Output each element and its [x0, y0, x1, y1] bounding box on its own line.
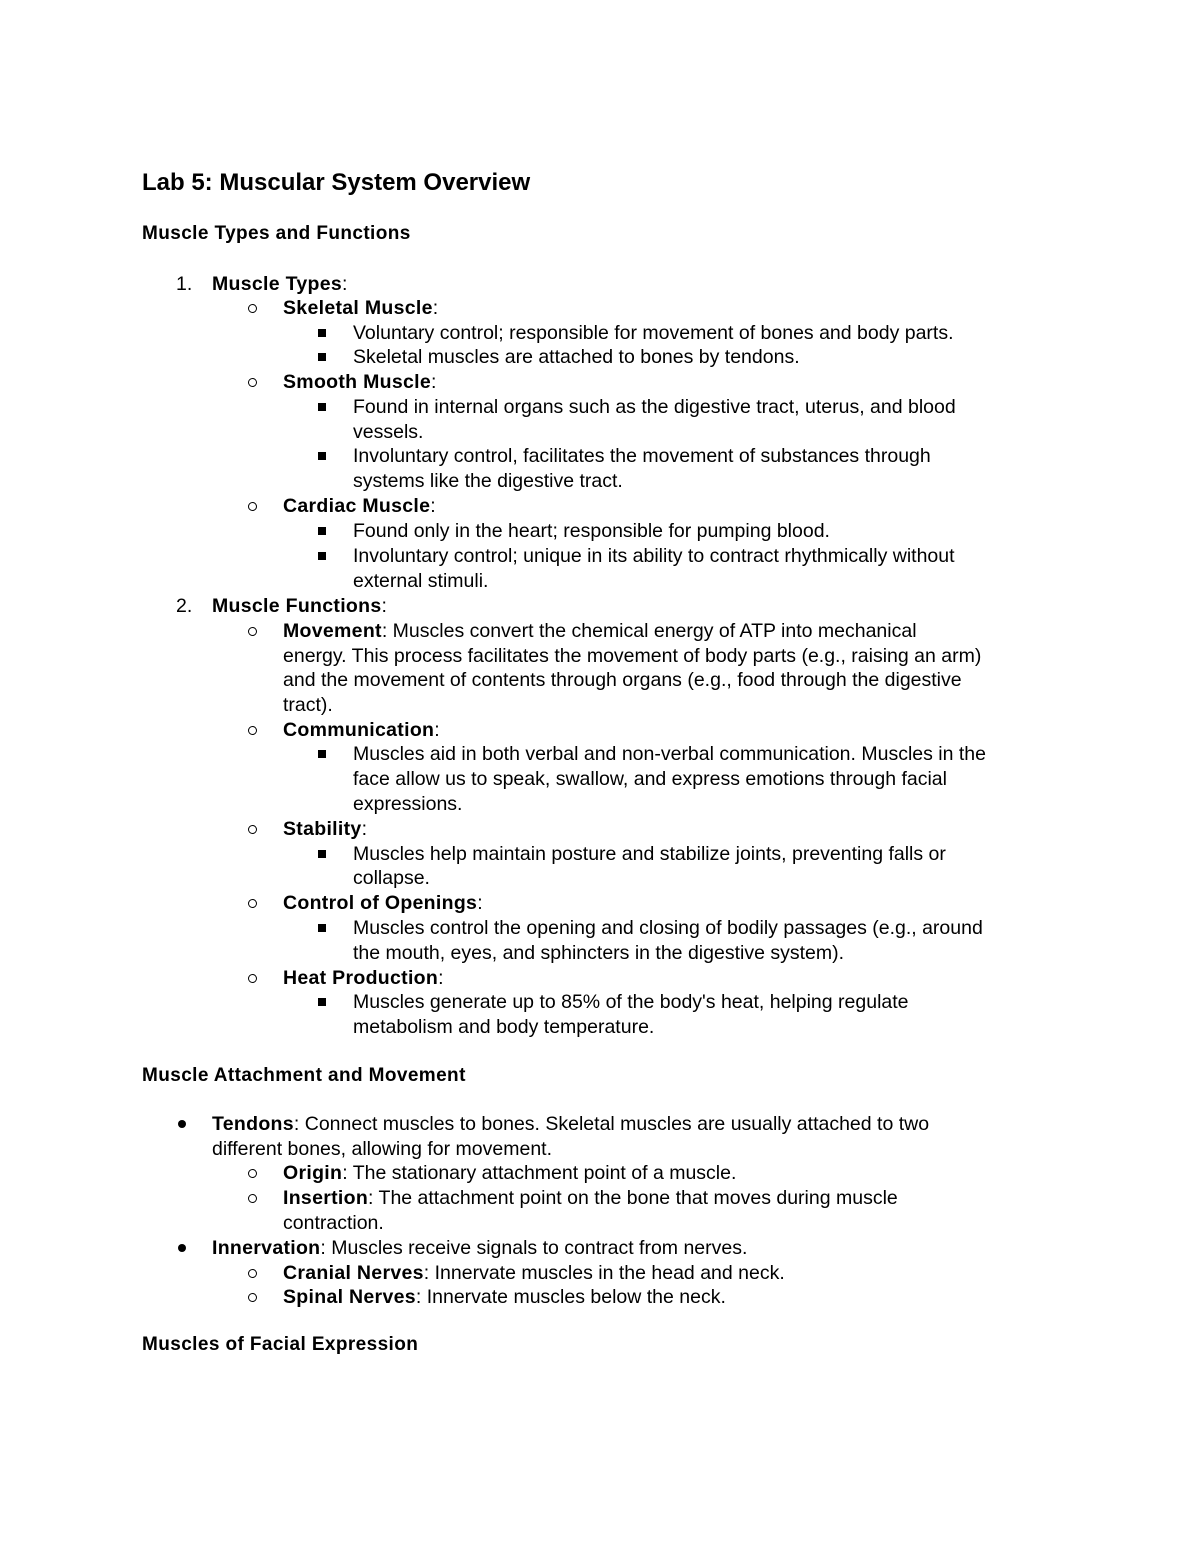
item-label: Heat Production: [283, 967, 439, 989]
item-label: Innervation: [212, 1237, 321, 1259]
list-number: 2.: [176, 595, 193, 617]
square-bullet-icon: [318, 527, 326, 535]
colon: :: [361, 818, 367, 840]
list-item-text: collapse.: [353, 867, 430, 889]
list-item-text: different bones, allowing for movement.: [212, 1138, 552, 1160]
item-text: : Innervate muscles below the neck.: [415, 1286, 726, 1308]
list-item-text: systems like the digestive tract.: [353, 470, 623, 492]
hollow-bullet-icon: [248, 1293, 257, 1302]
list-item-muscle-types: [212, 272, 347, 296]
list-item-text: Voluntary control; responsible for movement of bones and body parts.: [353, 322, 954, 344]
square-bullet-icon: [318, 329, 326, 337]
item-label: Communication: [283, 719, 435, 741]
square-bullet-icon: [318, 850, 326, 858]
list-item-communication: [283, 718, 440, 742]
list-item-text: and the movement of contents through organs (e.g., food through the digestive: [283, 669, 962, 691]
list-item-text: Muscles control the opening and closing of bodily passages (e.g., around: [353, 917, 983, 939]
list-item-text: Found only in the heart; responsible for pumping blood.: [353, 520, 830, 542]
list-item-origin: [283, 1161, 736, 1185]
hollow-bullet-icon: [248, 1194, 257, 1203]
list-item-movement: [283, 619, 917, 643]
hollow-bullet-icon: [248, 726, 257, 735]
list-item-insertion: [283, 1186, 898, 1210]
colon: :: [381, 595, 387, 617]
list-item-text: Muscles aid in both verbal and non-verbal communication. Muscles in the: [353, 743, 986, 765]
hollow-bullet-icon: [248, 825, 257, 834]
list-number: 1.: [176, 273, 193, 295]
list-item-cardiac-muscle: [283, 494, 436, 518]
square-bullet-icon: [318, 452, 326, 460]
hollow-bullet-icon: [248, 304, 257, 313]
colon: :: [438, 967, 444, 989]
item-label: Tendons: [212, 1113, 294, 1135]
item-text: : Muscles receive signals to contract from nerves.: [320, 1237, 748, 1259]
item-label: Smooth Muscle: [283, 371, 431, 393]
item-label: Origin: [283, 1162, 343, 1184]
colon: :: [477, 892, 483, 914]
item-label: Cranial Nerves: [283, 1262, 424, 1284]
section-heading-facial-expression: Muscles of Facial Expression: [142, 1334, 419, 1355]
square-bullet-icon: [318, 552, 326, 560]
list-item-smooth-muscle: [283, 370, 436, 394]
list-item-spinal-nerves: [283, 1285, 726, 1309]
colon: :: [434, 719, 440, 741]
item-text: : The attachment point on the bone that moves during muscle: [368, 1187, 898, 1209]
list-item-innervation: [212, 1236, 747, 1260]
item-label: Stability: [283, 818, 362, 840]
list-item-text: Involuntary control, facilitates the movement of substances through: [353, 445, 931, 467]
list-item-text: vessels.: [353, 421, 424, 443]
item-label: Muscle Functions: [212, 595, 382, 617]
square-bullet-icon: [318, 403, 326, 411]
list-item-text: Muscles generate up to 85% of the body's heat, helping regulate: [353, 991, 909, 1013]
hollow-bullet-icon: [248, 378, 257, 387]
list-item-tendons: [212, 1112, 929, 1136]
item-text: : Innervate muscles in the head and neck.: [423, 1262, 785, 1284]
list-item-text: metabolism and body temperature.: [353, 1016, 655, 1038]
list-item-cranial-nerves: [283, 1261, 785, 1285]
item-label: Skeletal Muscle: [283, 297, 433, 319]
list-item-skeletal-muscle: [283, 296, 438, 320]
hollow-bullet-icon: [248, 1169, 257, 1178]
list-item-text: Involuntary control; unique in its ability to contract rhythmically without: [353, 545, 955, 567]
item-label: Movement: [283, 620, 382, 642]
list-item-text: Skeletal muscles are attached to bones by tendons.: [353, 346, 800, 368]
colon: :: [430, 495, 436, 517]
item-text: : Connect muscles to bones. Skeletal muscles are usually attached to two: [293, 1113, 930, 1135]
list-item-text: expressions.: [353, 793, 463, 815]
hollow-bullet-icon: [248, 502, 257, 511]
colon: :: [342, 273, 348, 295]
item-text: : The stationary attachment point of a muscle.: [342, 1162, 737, 1184]
item-label: Muscle Types: [212, 273, 343, 295]
section-heading-types-functions: Muscle Types and Functions: [142, 223, 411, 244]
item-label: Insertion: [283, 1187, 369, 1209]
list-item-text: external stimuli.: [353, 570, 489, 592]
hollow-bullet-icon: [248, 974, 257, 983]
list-item-text: contraction.: [283, 1212, 384, 1234]
disc-bullet-icon: [178, 1120, 186, 1128]
list-item-text: tract).: [283, 694, 333, 716]
list-item-text: Found in internal organs such as the digestive tract, uterus, and blood: [353, 396, 956, 418]
document-title: Lab 5: Muscular System Overview: [142, 169, 531, 196]
hollow-bullet-icon: [248, 899, 257, 908]
hollow-bullet-icon: [248, 627, 257, 636]
list-item-muscle-functions: [212, 594, 387, 618]
square-bullet-icon: [318, 750, 326, 758]
item-label: Cardiac Muscle: [283, 495, 431, 517]
square-bullet-icon: [318, 924, 326, 932]
square-bullet-icon: [318, 998, 326, 1006]
item-text: : Muscles convert the chemical energy of ATP into mechanical: [381, 620, 917, 642]
list-item-text: Muscles help maintain posture and stabilize joints, preventing falls or: [353, 843, 946, 865]
item-label: Control of Openings: [283, 892, 478, 914]
colon: :: [432, 297, 439, 319]
list-item-heat-production: [283, 966, 444, 990]
item-label: Spinal Nerves: [283, 1286, 416, 1308]
list-item-text: the mouth, eyes, and sphincters in the digestive system).: [353, 942, 844, 964]
list-item-text: energy. This process facilitates the movement of body parts (e.g., raising an arm): [283, 645, 982, 667]
list-item-control-of-openings: [283, 891, 483, 915]
square-bullet-icon: [318, 353, 326, 361]
disc-bullet-icon: [178, 1244, 186, 1252]
list-item-text: face allow us to speak, swallow, and express emotions through facial: [353, 768, 947, 790]
colon: :: [431, 371, 437, 393]
list-item-stability: [283, 817, 367, 841]
hollow-bullet-icon: [248, 1269, 257, 1278]
section-heading-attachment: Muscle Attachment and Movement: [142, 1065, 466, 1086]
